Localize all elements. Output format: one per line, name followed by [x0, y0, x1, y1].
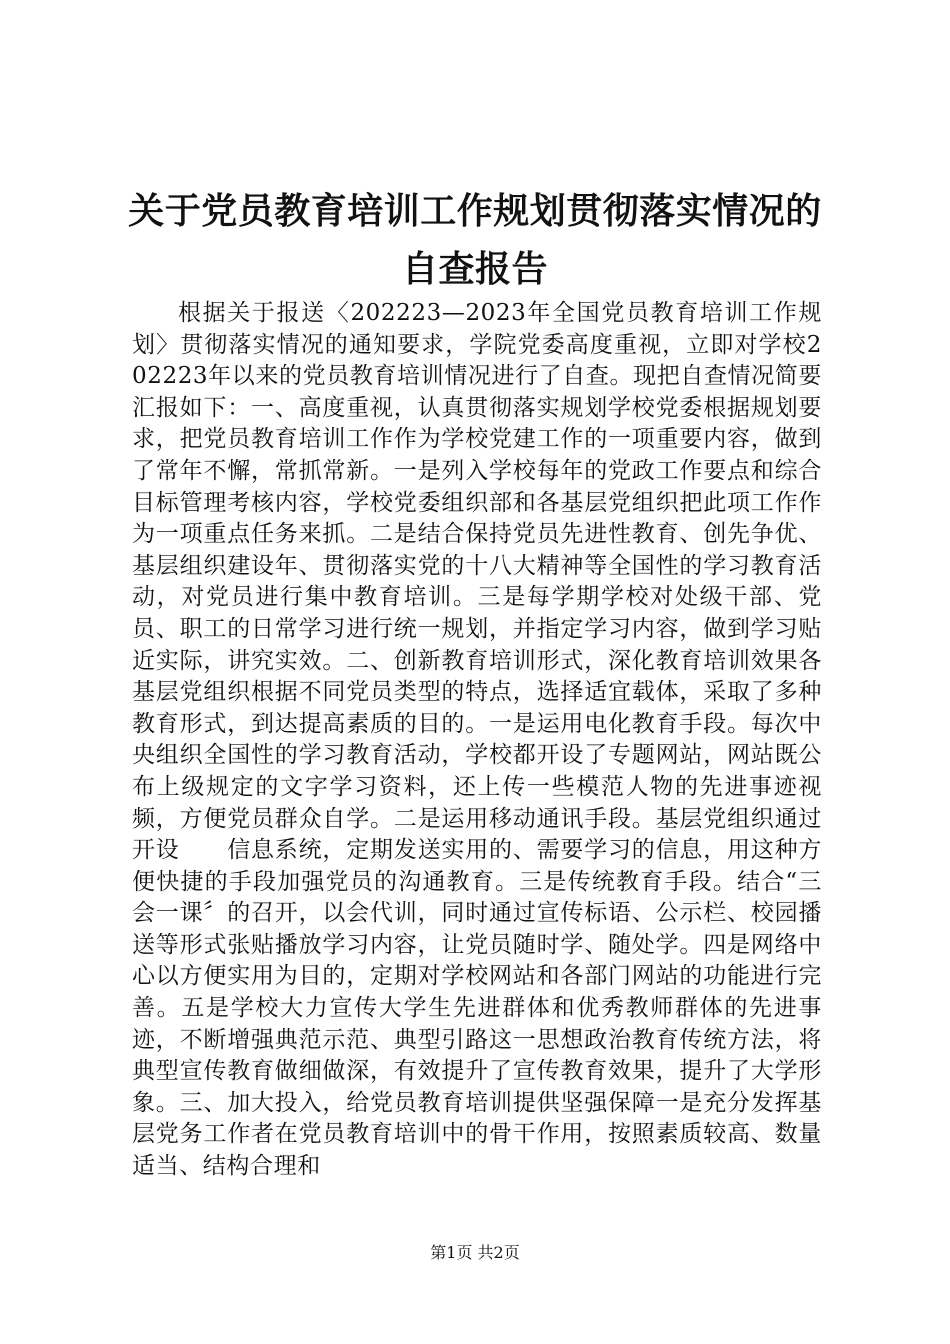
document-body: 根据关于报送〈202223—2023年全国党员教育培训工作规划〉贯彻落实情况的通知要求，学院党委高度重视，立即对学校202223年以来的党员教育培训情况进行了自查。现把自查情况简要汇报如下：一、高度重视，认真贯彻落实规划学校党委根据规划要求，把党员教育培训工作作为学校党建工作的一项重要内容，做到了常年不懈，常抓常新。一是列入学校每年的党政工作要点和综合目标管理考核内容，学校党委组织部和各基层党组织把此项工作作为一项重点任务来抓。二是结合保持党员先进性教育、创先争优、基层组织建设年、贯彻落实党的十八大精神等全国性的学习教育活动，对党员进行集中教育培训。三是每学期学校对处级干部、党员、职工的日常学习进行统一规划，并指定学习内容，做到学习贴近实际，讲究实效。二、创新教育培训形式，深化教育培训效果各基层党组织根据不同党员类型的特点，选择适宜载体，采取了多种教育形式，到达提高素质的目的。一是运用电化教育手段。每次中央组织全国性的学习教育活动，学校都开设了专题网站，网站既公布上级规定的文字学习资料，还上传一些模范人物的先进事迹视频，方便党员群众自学。二是运用移动通讯手段。基层党组织通过开设 信息系统，定期发送实用的、需要学习的信息，用这种方便快捷的手段加强党员的沟通教育。三是传统教育手段。结合“三会一课〞的召开，以会代训，同时通过宣传标语、公示栏、校园播送等形式张贴播放学习内容，让党员随时学、随处学。四是网络中心以方便实用为目的，定期对学校网站和各部门网站的功能进行完善。五是学校大力宣传大学生先进群体和优秀教师群体的先进事迹，不断增强典范示范、典型引路这一思想政治教育传统方法，将典型宣传教育做细做深，有效提升了宣传教育效果，提升了大学形象。三、加大投入，给党员教育培训提供坚强保障一是充分发挥基层党务工作者在党员教育培训中的骨干作用，按照素质较高、数量适当、结构合理和	[132, 300, 822, 1180]
document-title: 关于党员教育培训工作规划贯彻落实情况的自查报告	[128, 190, 822, 290]
page-footer: 第1页 共2页	[430, 1243, 520, 1262]
